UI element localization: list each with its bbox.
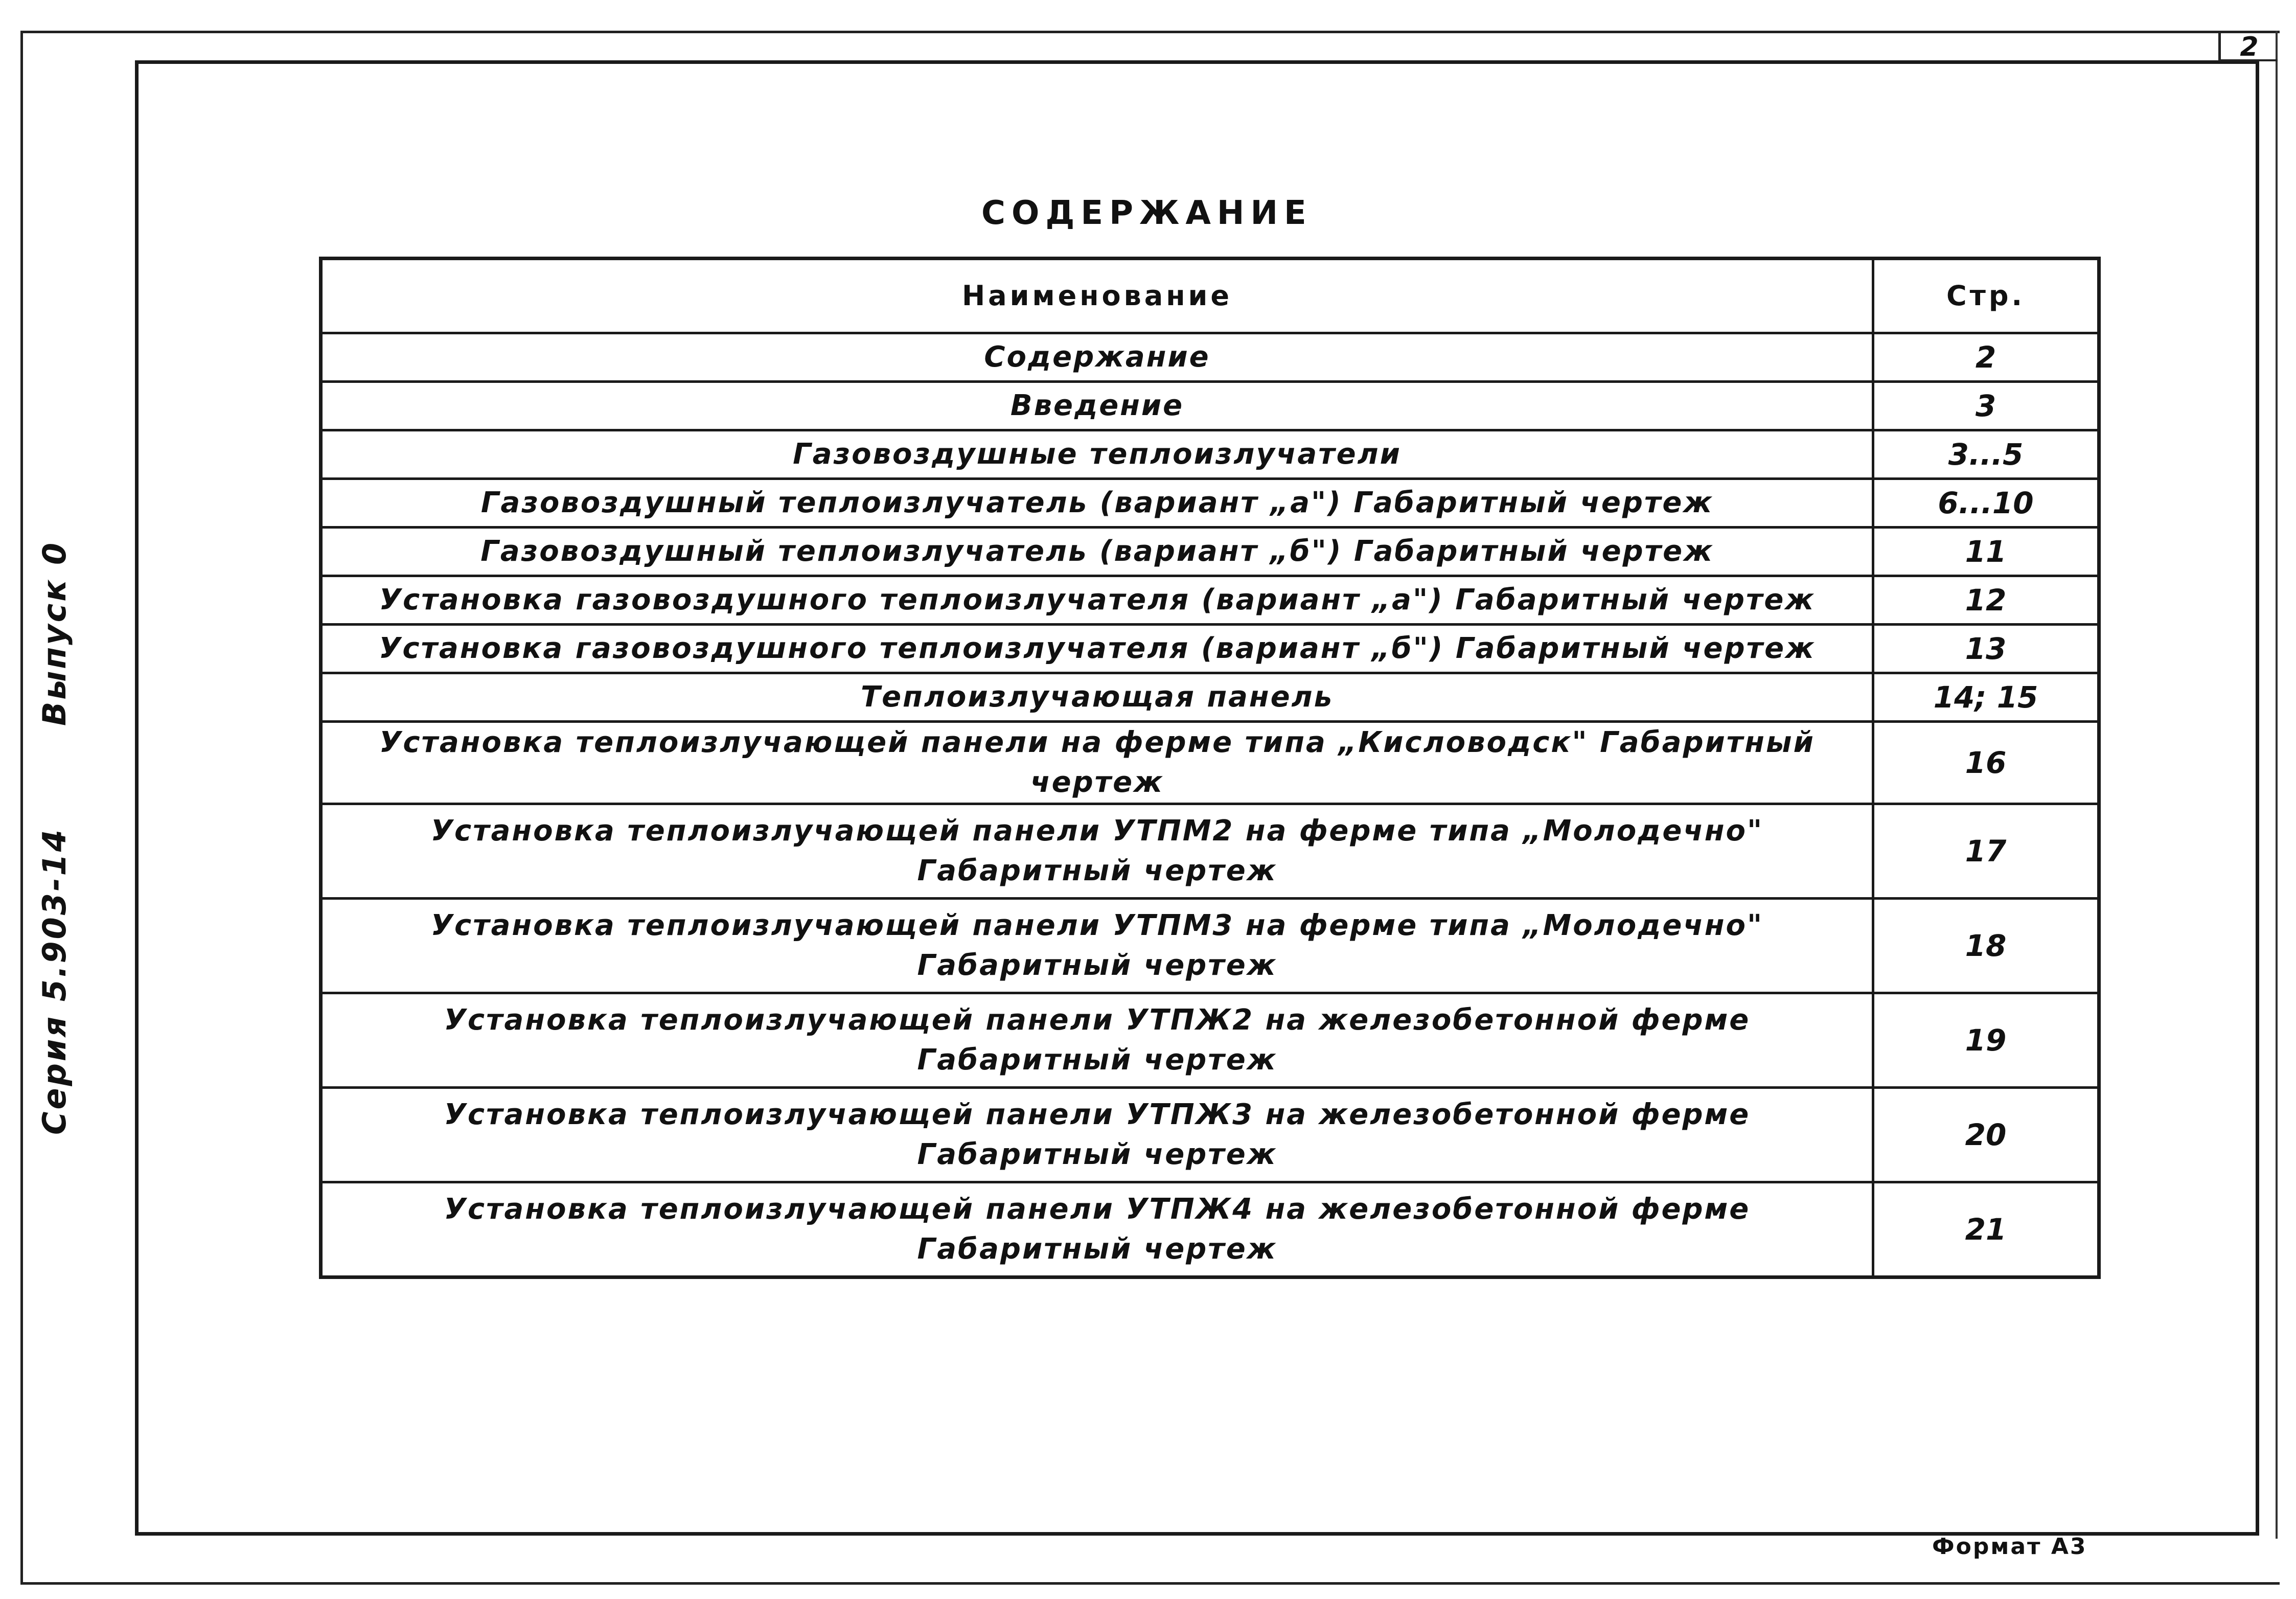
row-name-line-2: Габаритный чертеж	[917, 854, 1277, 887]
row-name	[321, 1088, 1873, 1182]
row-name: Установка газовоздушного теплоизлучателя (вариант „а") Габаритный чертеж	[321, 576, 1873, 625]
row-page: 3	[1873, 382, 2099, 430]
row-name-line-2: Габаритный чертеж	[917, 1138, 1277, 1171]
row-page: 3...5	[1873, 430, 2099, 479]
row-name: Газовоздушные теплоизлучатели	[321, 430, 1873, 479]
row-name: Введение	[321, 382, 1873, 430]
row-page: 2	[1873, 333, 2099, 382]
sheet-number: 2	[2218, 33, 2278, 61]
header-name: Наименование	[321, 259, 1873, 333]
row-page: 17	[1873, 804, 2099, 899]
table-row	[321, 430, 2099, 479]
row-name-line-1: Установка теплоизлучающей панели УТПЖ2 на железобетонной ферме	[444, 1003, 1751, 1037]
row-name-line-1: Установка теплоизлучающей панели УТПМ2 на ферме типа „Молодечно"	[430, 814, 1764, 848]
table-row	[321, 673, 2099, 722]
table-row	[321, 576, 2099, 625]
table-row	[321, 333, 2099, 382]
table-row	[321, 625, 2099, 673]
row-page: 16	[1873, 722, 2099, 804]
row-name: Содержание	[321, 333, 1873, 382]
row-name: Теплоизлучающая панель	[321, 673, 1873, 722]
row-page: 18	[1873, 899, 2099, 993]
row-page: 19	[1873, 993, 2099, 1088]
contents-table	[319, 257, 2101, 1279]
row-name: Газовоздушный теплоизлучатель (вариант „а") Габаритный чертеж	[321, 479, 1873, 528]
table-row	[321, 993, 2099, 1088]
row-page: 21	[1873, 1182, 2099, 1277]
row-page: 13	[1873, 625, 2099, 673]
format-label: Формат А3	[1932, 1534, 2087, 1560]
table-row	[321, 528, 2099, 576]
table-row	[321, 1182, 2099, 1277]
page-title: СОДЕРЖАНИЕ	[981, 194, 1313, 232]
table-header-row	[321, 259, 2099, 333]
row-page: 6...10	[1873, 479, 2099, 528]
row-name-line-2: Габаритный чертеж	[917, 1043, 1277, 1077]
row-name	[321, 993, 1873, 1088]
row-name	[321, 899, 1873, 993]
table-row	[321, 479, 2099, 528]
table-row	[321, 382, 2099, 430]
issue-label: Выпуск 0	[36, 540, 73, 726]
row-name-line-2: Габаритный чертеж	[917, 949, 1277, 982]
header-page: Стр.	[1873, 259, 2099, 333]
row-page: 11	[1873, 528, 2099, 576]
row-name	[321, 1182, 1873, 1277]
right-edge-line	[2276, 31, 2278, 1539]
row-name-line-2: Габаритный чертеж	[917, 1232, 1277, 1266]
table-row	[321, 804, 2099, 899]
row-name-line-1: Установка теплоизлучающей панели УТПМ3 на ферме типа „Молодечно"	[430, 909, 1764, 942]
table-row	[321, 1088, 2099, 1182]
row-page: 14; 15	[1873, 673, 2099, 722]
row-name-line-1: Установка теплоизлучающей панели УТПЖ3 на железобетонной ферме	[444, 1098, 1751, 1131]
table-row	[321, 722, 2099, 804]
row-name: Установка теплоизлучающей панели на ферме типа „Кисловодск" Габаритный чертеж	[321, 722, 1873, 804]
row-name: Газовоздушный теплоизлучатель (вариант „б") Габаритный чертеж	[321, 528, 1873, 576]
row-name: Установка газовоздушного теплоизлучателя (вариант „б") Габаритный чертеж	[321, 625, 1873, 673]
row-name	[321, 804, 1873, 899]
row-page: 12	[1873, 576, 2099, 625]
row-name-line-1: Установка теплоизлучающей панели УТПЖ4 на железобетонной ферме	[444, 1193, 1751, 1226]
row-page: 20	[1873, 1088, 2099, 1182]
series-label: Серия 5.903-14	[36, 828, 73, 1135]
table-row	[321, 899, 2099, 993]
